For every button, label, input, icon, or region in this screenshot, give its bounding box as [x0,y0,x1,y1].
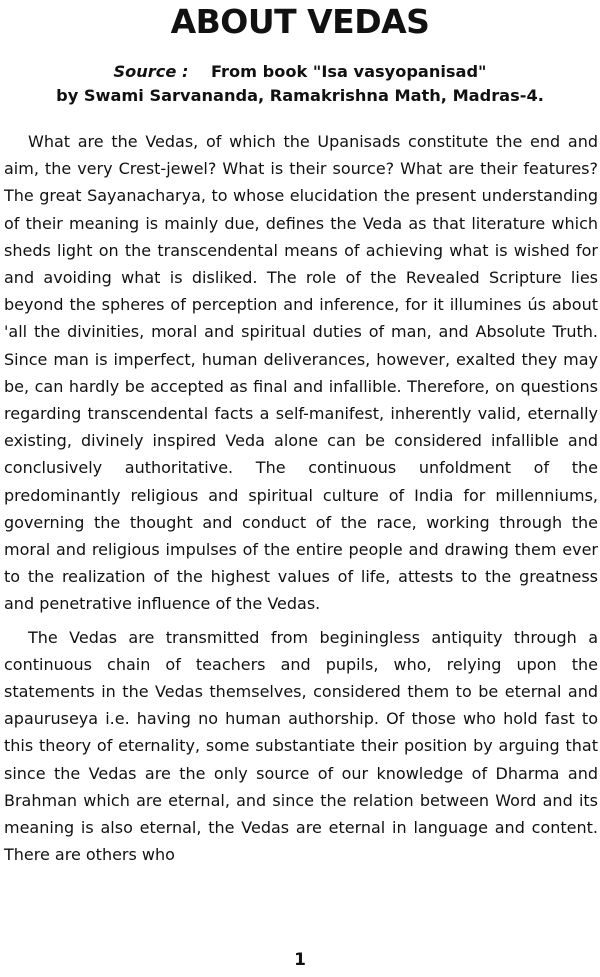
source-citation [0,60,600,108]
body-text [4,128,598,868]
page-title: ABOUT VEDAS [170,2,430,41]
page-number: 1 [294,950,306,970]
paragraph-2: The Vedas are transmitted from beginingless antiquity through a continuous chain of teachers and pupils, who, relying upon the statements in the Vedas themselves, considered them to be eternal and apauruseya i.e. having no human authorship. Of those who hold fast to this theory of eternality, some substantiate their position by arguing that since the Vedas are the only source of our knowledge of Dharma and Brahman which are eternal, and since the relation between Word and its meaning is also eternal, the Vedas are eternal in language and content. There are others who [4,627,598,865]
source-book: From book "Isa vasyopanisad" [211,62,487,81]
source-label: Source : [113,62,189,81]
source-line-2: by Swami Sarvananda, Ramakrishna Math, Madras-4. [56,86,544,105]
source-line-1 [0,60,600,84]
paragraph-1: What are the Vedas, of which the Upanisads constitute the end and aim, the very Crest-jewel? What is their source? What are their features? The great Sayanacharya, to whose elucidation the present understanding of their meaning is mainly due, defines the Veda as that literature which sheds light on the transcendental means of achieving what is wished for and avoiding what is disliked. The role of the Revealed Scripture lies beyond the spheres of perception and inference, for it illumines ús about 'all the divinities, moral and spiritual duties of man, and Absolute Truth. Since man is imperfect, human deliverances, however, exalted they may be, can hardly be accepted as final and infallible. Therefore, on questions regarding transcendental facts a self-manifest, inherently valid, eternally existing, divinely inspired Veda alone can be considered infallible and conclusively authoritative. The continuous unfoldment of the predominantly religious and spiritual culture of India for millenniums, governing the thought and conduct of the race, working through the moral and religious impulses of the entire people and drawing them ever to the realization of the highest values of life, attests to the greatness and penetrative influence of the Vedas. [4,132,598,614]
